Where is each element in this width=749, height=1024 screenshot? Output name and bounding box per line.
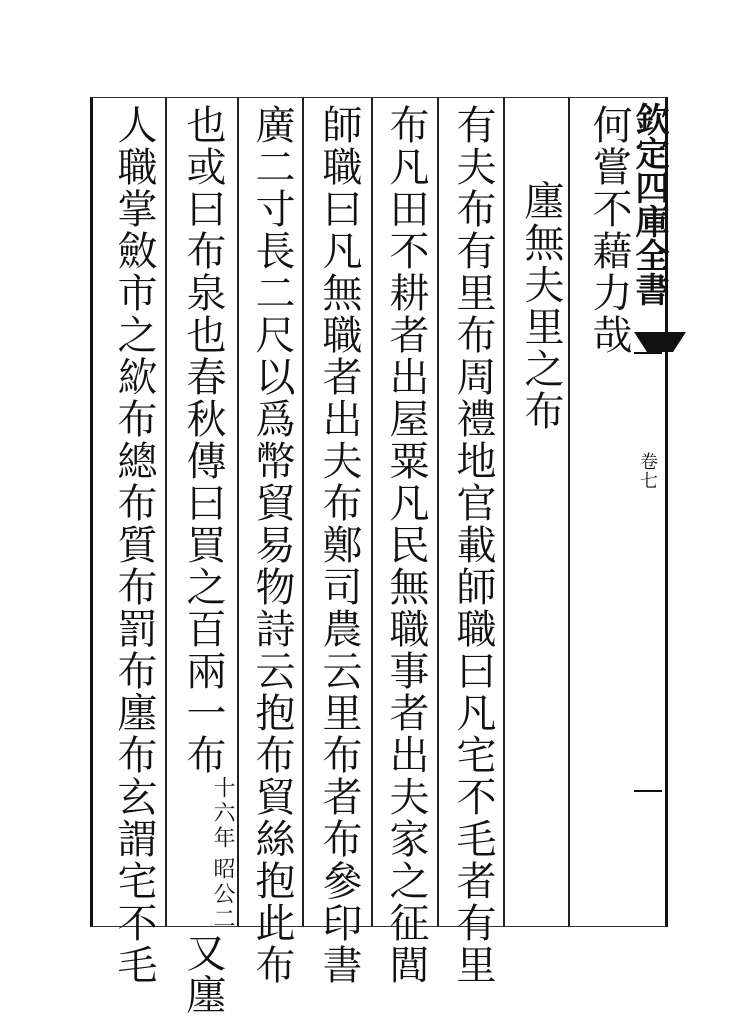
- juan-label: 卷七: [637, 452, 658, 490]
- text-column-2: 廛無夫里之布: [518, 180, 564, 432]
- annotation-left: 十六年: [210, 776, 235, 851]
- book-title: 欽定四庫全書: [629, 102, 669, 306]
- text-column-6: 廣二寸長二尺以爲幣貿易物詩云抱布貿絲抱此布: [249, 104, 295, 986]
- column-rule: [437, 97, 439, 927]
- text-column-7: [172, 104, 235, 1016]
- annotation-right: 昭公二: [210, 857, 235, 932]
- column-rule: [165, 97, 167, 927]
- column-7-after: 又廛: [180, 932, 226, 1016]
- column-rule: [371, 97, 373, 927]
- text-column-1: 何嘗不藉力哉: [586, 104, 632, 356]
- column-rule: [237, 97, 239, 927]
- annotation-note: [210, 776, 234, 932]
- text-column-5: 師職曰凡無職者出夫布鄭司農云里布者布參印書: [316, 104, 362, 986]
- fishtail-mark: [634, 332, 686, 352]
- text-column-4: 布凡田不耕者出屋粟凡民無職事者出夫家之征閭: [383, 104, 429, 986]
- text-column-8: 人職掌斂市之絘布總布質布罰布廛布玄謂宅不毛: [111, 104, 157, 986]
- column-7-main: 也或曰布泉也春秋傳曰買之百兩一布: [180, 104, 226, 776]
- text-column-3: 有夫布有里布周禮地官載師職曰凡宅不毛者有里: [450, 104, 496, 986]
